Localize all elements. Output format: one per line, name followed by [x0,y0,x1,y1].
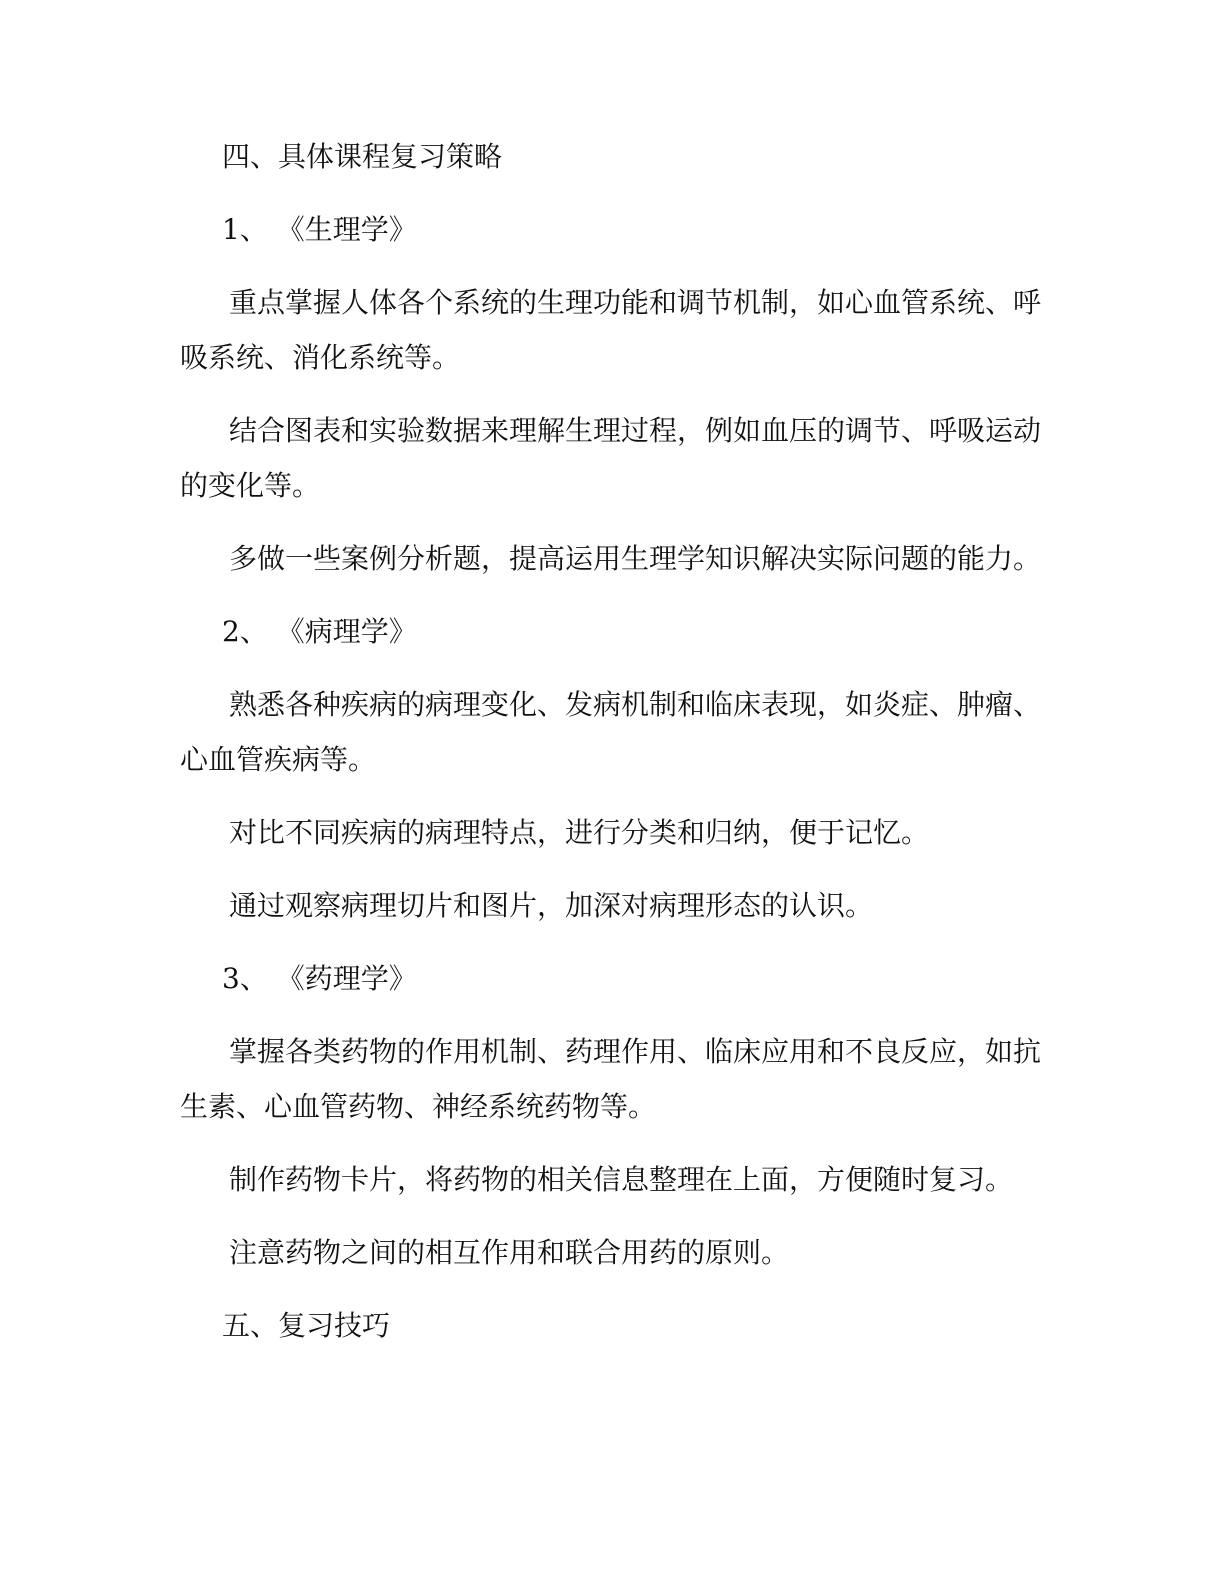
paragraph-line: 结合图表和实验数据来理解生理过程，例如血压的调节、呼吸运动 [229,414,1042,447]
paragraph-line: 制作药物卡片，将药物的相关信息整理在上面，方便随时复习。 [229,1163,1014,1196]
paragraph-line: 多做一些案例分析题，提高运用生理学知识解决实际问题的能力。 [229,542,1042,575]
paragraph-line: 注意药物之间的相互作用和联合用药的原则。 [229,1236,790,1269]
paragraph-line: 心血管疾病等。 [180,743,377,776]
section-heading-4: 四、具体课程复习策略 [222,140,503,173]
paragraph-line: 对比不同疾病的病理特点，进行分类和归纳，便于记忆。 [229,816,930,849]
course-heading-pathology: 2、 《病理学》 [222,615,417,648]
paragraph-line: 重点掌握人体各个系统的生理功能和调节机制，如心血管系统、呼 [229,286,1042,319]
section-heading-5: 五、复习技巧 [222,1309,391,1342]
paragraph-line: 的变化等。 [180,469,321,502]
course-heading-physiology: 1、 《生理学》 [222,213,417,246]
paragraph-line: 掌握各类药物的作用机制、药理作用、临床应用和不良反应，如抗 [229,1035,1042,1068]
paragraph-line: 生素、心血管药物、神经系统药物等。 [180,1090,657,1123]
course-heading-pharmacology: 3、 《药理学》 [222,962,417,995]
paragraph-line: 吸系统、消化系统等。 [180,341,461,374]
paragraph-line: 通过观察病理切片和图片，加深对病理形态的认识。 [229,889,874,922]
paragraph-line: 熟悉各种疾病的病理变化、发病机制和临床表现，如炎症、肿瘤、 [229,688,1042,721]
